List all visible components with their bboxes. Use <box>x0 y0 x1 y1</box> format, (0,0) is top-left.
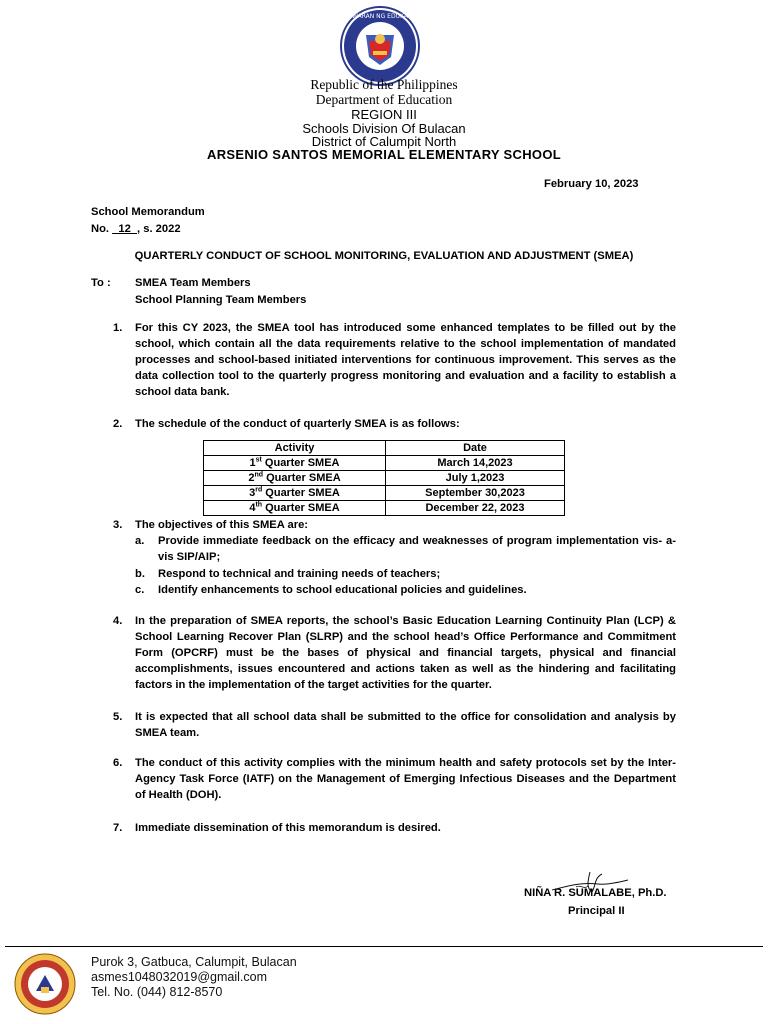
schedule-table <box>203 440 565 516</box>
item-number: 7. <box>113 822 123 834</box>
item-7-text: Immediate dissemination of this memorandum is desired. <box>135 822 441 834</box>
recipient: SMEA Team Members <box>135 277 251 289</box>
signatory-title: Principal II <box>568 905 625 917</box>
to-label: To : <box>91 277 111 289</box>
activity-cell: 2nd Quarter SMEA <box>204 471 386 486</box>
column-header-activity: Activity <box>204 441 386 456</box>
objective-letter: a. <box>135 535 145 547</box>
item-number: 1. <box>113 322 123 334</box>
table-row <box>204 456 565 471</box>
activity-cell: 1st Quarter SMEA <box>204 456 386 471</box>
letterhead-department: Department of Education <box>315 92 453 107</box>
activity-cell: 4th Quarter SMEA <box>204 501 386 516</box>
table-row <box>204 501 565 516</box>
letterhead-district: District of Calumpit North <box>311 134 457 149</box>
objective-text: Respond to technical and training needs of teachers; <box>158 568 441 580</box>
objective-text: Identify enhancements to school educational policies and guidelines. <box>158 584 527 596</box>
item-number: 3. <box>113 519 123 531</box>
table-row <box>204 471 565 486</box>
footer-phone: Tel. No. (044) 812-8570 <box>91 985 223 999</box>
school-logo <box>14 953 76 1015</box>
item-1-text: For this CY 2023, the SMEA tool has introduced some enhanced templates to be filled out by the school, which contain all the data requirements relative to the school implementation of mandated processes and school-based initiated interventions for continuous improvement. This serves as the data collection tool to the quarterly progress monitoring and evaluation and a facility to establish a school data bank. <box>135 322 676 398</box>
item-3-text: The objectives of this SMEA are: <box>135 519 309 531</box>
objective-letter: b. <box>135 568 145 580</box>
signatory-name: NIÑA R. SUMALABE, Ph.D. <box>524 887 667 899</box>
item-5-text: It is expected that all school data shall be submitted to the office for consolidation and analysis by SMEA team. <box>135 711 676 739</box>
svg-text:KAGAWARAN NG EDUKASYON: KAGAWARAN NG EDUKASYON <box>335 13 425 20</box>
item-6-text: The conduct of this activity complies with the minimum health and safety protocols set by the Inter-Agency Task Force (IATF) on the Management of Emerging Infectious Diseases and the Department of Health (DOH). <box>135 757 676 801</box>
memo-type: School Memorandum <box>91 206 205 218</box>
memo-date: February 10, 2023 <box>544 178 639 190</box>
letterhead-school-name: ARSENIO SANTOS MEMORIAL ELEMENTARY SCHOOL <box>207 147 561 162</box>
item-4-text: In the preparation of SMEA reports, the school’s Basic Education Learning Continuity Plan (LCP) & School Learning Recover Plan (SLRP) and the school head’s Office Performance and Commitment Form (OPCRF) must be the bases of physical and financial targets, physical and financial accomplishments, issues encountered and actions taken as well as the hindering and facilitating factors in the implementation of the target activities for the quarter. <box>135 615 676 691</box>
memo-number: No. 12 , s. 2022 <box>91 223 181 235</box>
memo-subject: QUARTERLY CONDUCT OF SCHOOL MONITORING, EVALUATION AND ADJUSTMENT (SMEA) <box>134 250 634 262</box>
item-number: 6. <box>113 757 123 769</box>
letterhead-division: Schools Division Of Bulacan <box>302 121 466 136</box>
objective-letter: c. <box>135 584 145 596</box>
activity-cell: 3rd Quarter SMEA <box>204 486 386 501</box>
letterhead-republic: Republic of the Philippines <box>310 77 458 92</box>
letterhead-region: REGION III <box>351 107 417 122</box>
item-number: 2. <box>113 418 123 430</box>
date-cell: July 1,2023 <box>386 471 565 486</box>
item-number: 4. <box>113 615 123 627</box>
objective-text: Provide immediate feedback on the efficacy and weaknesses of program implementation vis- a- vis SIP/AIP; <box>158 535 676 563</box>
memo-number-value: 12 <box>112 223 138 235</box>
footer-address: Purok 3, Gatbuca, Calumpit, Bulacan <box>91 955 297 969</box>
table-row <box>204 486 565 501</box>
date-cell: December 22, 2023 <box>386 501 565 516</box>
recipient: School Planning Team Members <box>135 294 307 306</box>
date-cell: September 30,2023 <box>386 486 565 501</box>
item-2-text: The schedule of the conduct of quarterly SMEA is as follows: <box>135 418 460 430</box>
item-number: 5. <box>113 711 123 723</box>
date-cell: March 14,2023 <box>386 456 565 471</box>
table-header-row <box>204 441 565 456</box>
footer-divider <box>5 946 763 947</box>
column-header-date: Date <box>386 441 565 456</box>
deped-seal-logo <box>331 5 429 87</box>
footer-email: asmes1048032019@gmail.com <box>91 970 267 984</box>
